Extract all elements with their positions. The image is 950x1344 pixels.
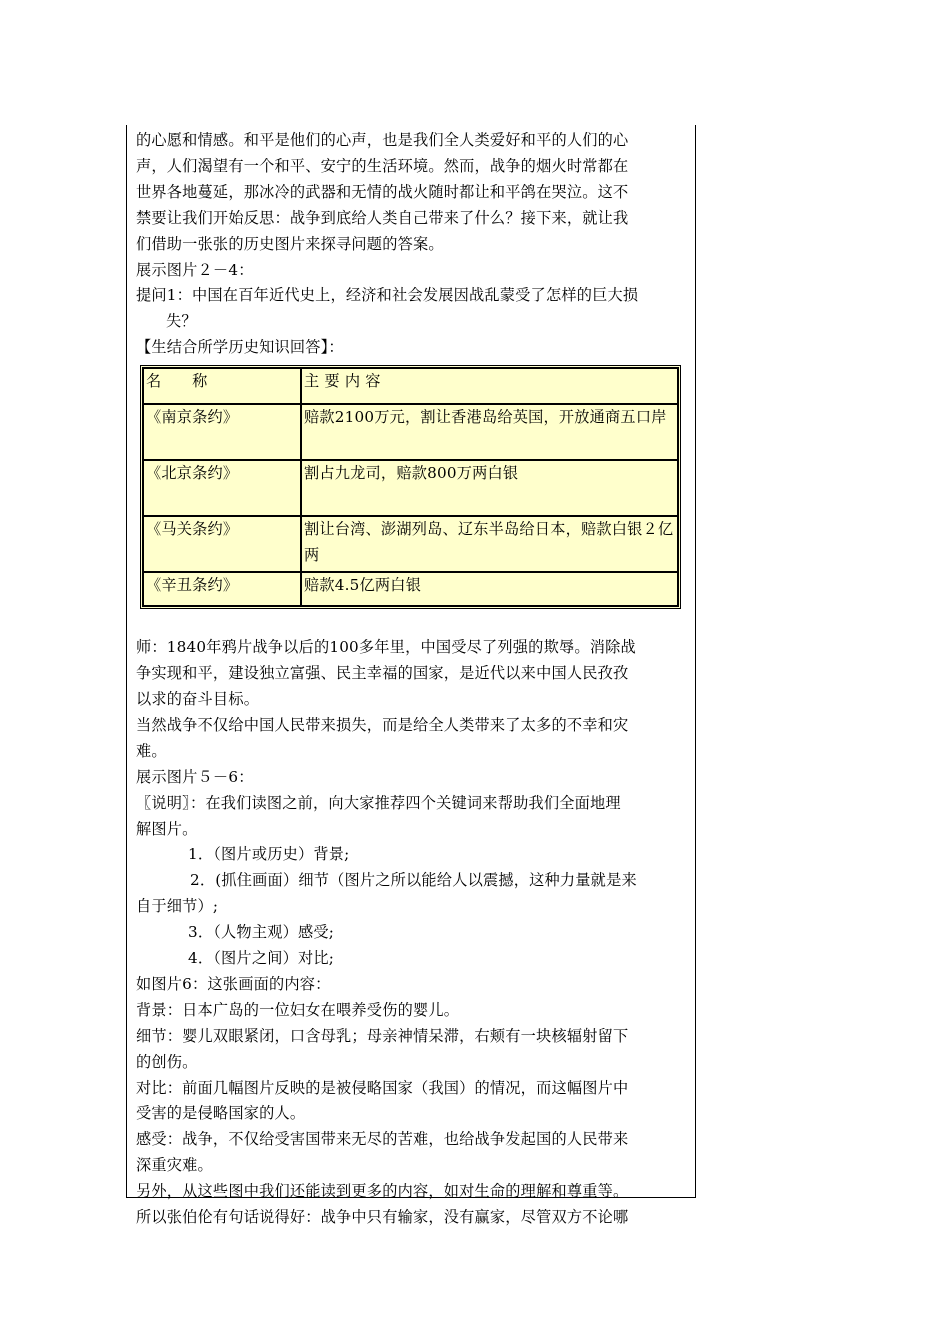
treaty-content: 割占九龙司，赔款800万两白银 (301, 460, 678, 516)
treaty-name: 《北京条约》 (143, 460, 301, 516)
question-1-cont: 失？ (166, 312, 197, 331)
text-line: 禁要让我们开始反思：战争到底给人类自己带来了什么？接下来，就让我 (136, 208, 629, 227)
text-line: 声，人们渴望有一个和平、安宁的生活环境。然而，战争的烟火时常都在 (136, 156, 629, 175)
treaty-name: 《南京条约》 (143, 404, 301, 460)
explain-line: 解图片。 (136, 819, 198, 838)
text-line: 感受：战争，不仅给受害国带来无尽的苦难，也给战争发起国的人民带来 (136, 1130, 629, 1149)
text-line: 对比：前面几幅图片反映的是被侵略国家（我国）的情况，而这幅图片中 (136, 1078, 629, 1097)
treaty-content: 割让台湾、澎湖列岛、辽东半岛给日本，赔款白银２亿两 (301, 516, 678, 572)
text-line: 们借助一张张的历史图片来探寻问题的答案。 (136, 234, 444, 253)
show-images-5-6: 展示图片５－6： (136, 767, 254, 786)
text-line: 背景：日本广岛的一位妇女在喂养受伤的婴儿。 (136, 1000, 460, 1019)
table-row (143, 516, 678, 572)
keyword-item-cont: 自于细节）; (136, 897, 219, 916)
text-line: 师：1840年鸦片战争以后的100多年里，中国受尽了列强的欺辱。消除战 (136, 638, 636, 657)
text-line: 细节：婴儿双眼紧闭，口含母乳；母亲神情呆滞，右颊有一块核辐射留下 (136, 1026, 629, 1045)
text-line: 如图片6：这张画面的内容： (136, 974, 331, 993)
header-name: 名 称 (143, 368, 301, 404)
show-images-2-4: 展示图片２－4： (136, 260, 254, 279)
table-row (143, 460, 678, 516)
table-header-row (143, 368, 678, 404)
explain-line: 〖说明〗：在我们读图之前，向大家推荐四个关键词来帮助我们全面地理 (136, 793, 621, 812)
treaty-table (140, 365, 681, 609)
text-line: 所以张伯伦有句话说得好：战争中只有输家，没有赢家，尽管双方不论哪 (136, 1208, 629, 1227)
header-content: 主 要 内 容 (301, 368, 678, 404)
treaty-name: 《马关条约》 (143, 516, 301, 572)
table-row (143, 572, 678, 606)
table-row (143, 404, 678, 460)
text-line: 世界各地蔓延，那冰冷的武器和无情的战火随时都让和平鸽在哭泣。这不 (136, 182, 629, 201)
keyword-item: 3．（人物主观）感受; (188, 923, 335, 942)
text-line: 深重灾难。 (136, 1156, 213, 1175)
keyword-item: 1．（图片或历史）背景; (188, 845, 350, 864)
lesson-content (136, 128, 690, 1231)
treaty-content: 赔款4.5亿两白银 (301, 572, 678, 606)
treaty-name: 《辛丑条约》 (143, 572, 301, 606)
text-line: 受害的是侵略国家的人。 (136, 1104, 306, 1123)
keyword-item: 4．（图片之间）对比; (188, 949, 335, 968)
treaty-content: 赔款2100万元，割让香港岛给英国，开放通商五口岸 (301, 404, 678, 460)
text-line: 的创伤。 (136, 1052, 198, 1071)
text-line: 难。 (136, 741, 167, 760)
text-line: 当然战争不仅给中国人民带来损失，而是给全人类带来了太多的不幸和灾 (136, 715, 629, 734)
keyword-item: 2．(抓住画面）细节（图片之所以能给人以震撼，这种力量就是来 (190, 871, 637, 890)
text-line: 以求的奋斗目标。 (136, 689, 260, 708)
spacer (136, 613, 690, 635)
answer-label: 【生结合所学历史知识回答】： (136, 338, 344, 357)
question-1: 提问1：中国在百年近代史上，经济和社会发展因战乱蒙受了怎样的巨大损 (136, 286, 639, 305)
text-line: 的心愿和情感。和平是他们的心声，也是我们全人类爱好和平的人们的心 (136, 131, 629, 149)
text-line: 另外，从这些图中我们还能读到更多的内容，如对生命的理解和尊重等。 (136, 1182, 629, 1201)
text-line: 争实现和平，建设独立富强、民主幸福的国家，是近代以来中国人民孜孜 (136, 664, 629, 683)
